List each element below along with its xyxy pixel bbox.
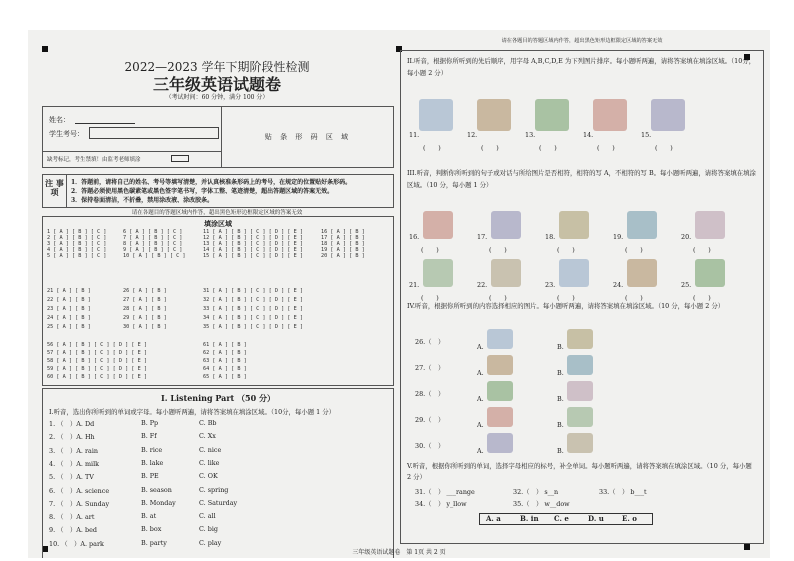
bubble-row[interactable]: 28 [ A ] [ B ]: [123, 306, 167, 312]
bubble-row[interactable]: 33 [ A ] [ B ] [ C ] [ D ] [ E ]: [203, 306, 303, 312]
notes-box: [42, 174, 394, 208]
option-c: C. OK: [199, 472, 218, 481]
bubble-row[interactable]: 34 [ A ] [ B ] [ C ] [ D ] [ E ]: [203, 315, 303, 321]
page-footer: 三年级英语试题卷 第 1页 共 2 页: [352, 549, 446, 556]
bubble-group[interactable]: [47, 229, 106, 259]
note-item: 2．答题必须使用黑色碳素笔或黑色签字笔书写，字体工整、笔迹清楚，超出答题区域的答案无效。: [71, 188, 334, 195]
answer-paren[interactable]: ( ): [597, 144, 615, 152]
bubble-group[interactable]: [123, 287, 167, 332]
option-b: B. season: [141, 485, 172, 494]
option-letter: A. a: [486, 514, 501, 523]
bubble-row[interactable]: 24 [ A ] [ B ]: [47, 315, 91, 321]
bubble-row[interactable]: 29 [ A ] [ B ]: [123, 315, 167, 321]
option-b-label: B.: [557, 421, 564, 429]
bubble-row[interactable]: 27 [ A ] [ B ]: [123, 297, 167, 303]
option-letter: C. e: [554, 514, 569, 523]
picture-number: 25.: [681, 281, 692, 289]
bubble-row[interactable]: 22 [ A ] [ B ]: [47, 297, 91, 303]
answer-paren[interactable]: ( ): [489, 246, 507, 254]
option-b: B. Monday: [141, 498, 176, 507]
bubble-row[interactable]: 19 [ A ] [ B ]: [321, 247, 365, 253]
name-label: 姓名：: [49, 116, 70, 124]
bubble-group[interactable]: [203, 287, 303, 332]
divider: [43, 151, 221, 152]
option-b-picture: [567, 407, 593, 427]
picture-14: [593, 99, 627, 131]
student-id-field[interactable]: [89, 127, 219, 139]
picture-number: 17.: [477, 233, 488, 241]
option-b-label: B.: [557, 369, 564, 377]
option-b: B. at: [141, 512, 157, 521]
listening-title: I. Listening Part （50 分）: [161, 393, 275, 403]
bubble-row[interactable]: 26 [ A ] [ B ]: [123, 288, 167, 294]
option-c: C. spring: [199, 485, 229, 494]
absent-note: 缺考标记，考生禁填！由监考老师填涂: [47, 157, 141, 163]
option-c: C. Xx: [199, 432, 216, 441]
picture-number: 13.: [525, 131, 536, 139]
question-item: 2. （ ）A. Hh: [49, 433, 95, 442]
bubble-row[interactable]: 5 [ A ] [ B ] [ C ]: [47, 253, 107, 259]
right-note: 请在各题目的答题区域内作答，超出黑色矩形边框限定区域的答案无效: [501, 38, 663, 44]
left-column: [38, 50, 396, 548]
bubble-row[interactable]: 8 [ A ] [ B ] [ C ]: [123, 241, 183, 247]
answer-area-note: 请在各题目的答题区域内作答，超出黑色矩形边框限定区域的答案无效: [131, 210, 303, 216]
bubble-group[interactable]: [47, 341, 147, 381]
picture-number: 21.: [409, 281, 420, 289]
picture-number: 24.: [613, 281, 624, 289]
picture-12: [477, 99, 511, 131]
exam-year-title: 2022—2023 学年下期阶段性检测: [124, 60, 310, 74]
bubble-row[interactable]: 7 [ A ] [ B ] [ C ]: [123, 235, 183, 241]
question-item[interactable]: 33.（ ） b___t: [599, 488, 647, 496]
option-b-label: B.: [557, 395, 564, 403]
question-item: 3. （ ）A. rain: [49, 446, 99, 455]
bubble-row[interactable]: 65 [ A ] [ B ]: [203, 374, 247, 380]
answer-paren[interactable]: ( ): [481, 144, 499, 152]
option-b-picture: [567, 381, 593, 401]
exam-info: （考试时间：60 分钟，满分 100 分）: [165, 94, 269, 101]
bubble-row[interactable]: 23 [ A ] [ B ]: [47, 306, 91, 312]
name-field[interactable]: [75, 123, 135, 124]
picture-16: [423, 211, 453, 239]
option-b: B. PE: [141, 472, 159, 481]
question-item[interactable]: 28.（ ）: [415, 390, 445, 398]
bubble-row[interactable]: 1 [ A ] [ B ] [ C ]: [47, 229, 107, 235]
option-c: C. Bb: [199, 419, 217, 427]
option-b-label: B.: [557, 447, 564, 455]
answer-paren[interactable]: ( ): [557, 246, 575, 254]
answer-paren[interactable]: ( ): [693, 246, 711, 254]
picture-number: 18.: [545, 233, 556, 241]
question-item: 1. （ ）A. Dd: [49, 420, 95, 428]
question-item: 5. （ ）A. TV: [49, 473, 94, 482]
picture-24: [627, 259, 657, 287]
option-c: C. big: [199, 525, 218, 534]
picture-number: 14.: [583, 131, 594, 139]
option-a-picture: [487, 355, 513, 375]
picture-20: [695, 211, 725, 239]
absent-checkbox[interactable]: [171, 155, 189, 162]
bubble-row[interactable]: 31 [ A ] [ B ] [ C ] [ D ] [ E ]: [203, 288, 303, 294]
answer-paren[interactable]: ( ): [421, 294, 439, 302]
bubble-group[interactable]: [123, 229, 185, 259]
bubble-row[interactable]: 56 [ A ] [ B ] [ C ] [ D ] [ E ]: [47, 342, 147, 348]
option-a-picture: [487, 407, 513, 427]
part3-instructions: III.听音，判断你所听到的句子或对话与所给图片是否相符，相符的写 A，不相符的写 B。每小题听两遍，请将答案填在填涂区域。（10 分，每小题 1 分）: [407, 169, 756, 189]
bubble-row[interactable]: 15 [ A ] [ B ] [ C ] [ D ] [ E ]: [203, 253, 303, 259]
answer-paren[interactable]: ( ): [557, 294, 575, 302]
bubble-row[interactable]: 61 [ A ] [ B ]: [203, 342, 247, 348]
option-b: B. Pp: [141, 419, 159, 427]
picture-number: 11.: [409, 131, 420, 139]
option-b-picture: [567, 329, 593, 349]
bubble-row[interactable]: 11 [ A ] [ B ] [ C ] [ D ] [ E ]: [203, 229, 303, 235]
bubble-row[interactable]: 32 [ A ] [ B ] [ C ] [ D ] [ E ]: [203, 297, 303, 303]
picture-23: [559, 259, 589, 287]
bubble-row[interactable]: 9 [ A ] [ B ] [ C ]: [123, 247, 183, 253]
option-b-picture: [567, 433, 593, 453]
question-item[interactable]: 26.（ ）: [415, 338, 445, 346]
bubble-row[interactable]: 64 [ A ] [ B ]: [203, 366, 247, 372]
answer-paren[interactable]: ( ): [625, 294, 643, 302]
bubble-row[interactable]: 62 [ A ] [ B ]: [203, 350, 247, 356]
option-b: B. lake: [141, 458, 164, 467]
question-item: 8. （ ）A. art: [49, 513, 95, 522]
answer-paren[interactable]: ( ): [421, 246, 439, 254]
question-item[interactable]: 30.（ ）: [415, 442, 445, 450]
bubble-row[interactable]: 10 [ A ] [ B ] [ C ]: [123, 253, 186, 259]
student-info-box: [42, 106, 394, 168]
picture-number: 20.: [681, 233, 692, 241]
answer-paren[interactable]: ( ): [693, 294, 711, 302]
student-id-label: 学生考号：: [49, 130, 84, 138]
option-b-picture: [567, 355, 593, 375]
exam-main-title: 三年级英语试题卷: [152, 75, 281, 94]
bubble-row[interactable]: 14 [ A ] [ B ] [ C ] [ D ] [ E ]: [203, 247, 303, 253]
picture-13: [535, 99, 569, 131]
bubble-row[interactable]: 4 [ A ] [ B ] [ C ]: [47, 247, 107, 253]
part5-instructions: V.听音，根据你所听到的单词，选择字母相应的标号，补全单词。每小题听两遍，请将答案填在填涂区域。（10 分，每小题 2 分）: [407, 462, 752, 481]
bubble-group[interactable]: [321, 229, 365, 259]
bubble-row[interactable]: 58 [ A ] [ B ] [ C ] [ D ] [ E ]: [47, 358, 147, 364]
picture-number: 16.: [409, 233, 420, 241]
part2-instructions: II.听音，根据你所听到的先后顺序，用字母 A,B,C,D,E 为下列图片排序。每小题听两遍，请将答案填在填涂区域。（10分，每小题 2 分）: [407, 57, 756, 77]
answer-paren[interactable]: ( ): [423, 144, 441, 152]
bubble-row[interactable]: 59 [ A ] [ B ] [ C ] [ D ] [ E ]: [47, 366, 147, 372]
bubble-row[interactable]: 3 [ A ] [ B ] [ C ]: [47, 241, 107, 247]
bubble-row[interactable]: 12 [ A ] [ B ] [ C ] [ D ] [ E ]: [203, 235, 303, 241]
option-a-picture: [487, 381, 513, 401]
right-column: [400, 38, 764, 544]
bubble-row[interactable]: 2 [ A ] [ B ] [ C ]: [47, 235, 107, 241]
picture-22: [491, 259, 521, 287]
picture-17: [491, 211, 521, 239]
picture-number: 19.: [613, 233, 624, 241]
fill-area: [42, 216, 394, 386]
note-item: 1．答题前，请将自己的姓名、考号等填写清楚，并认真核准条形码上的考号，在规定的位置贴好条形码。: [71, 179, 352, 186]
bubble-row[interactable]: 57 [ A ] [ B ] [ C ] [ D ] [ E ]: [47, 350, 147, 356]
answer-paren[interactable]: ( ): [625, 246, 643, 254]
fill-area-title: 填涂区域: [204, 219, 232, 228]
option-a-label: A.: [477, 447, 484, 455]
question-item[interactable]: 32.（ ） s__n: [513, 488, 559, 496]
picture-15: [651, 99, 685, 131]
question-item[interactable]: 27.（ ）: [415, 364, 445, 372]
picture-number: 23.: [545, 281, 556, 289]
notes-label: 注 事 项: [43, 175, 67, 207]
bubble-row[interactable]: 13 [ A ] [ B ] [ C ] [ D ] [ E ]: [203, 241, 303, 247]
option-letter: B. in: [520, 514, 539, 523]
question-item: 10. （ ）A. park: [49, 539, 104, 548]
option-c: C. nice: [199, 445, 222, 454]
bubble-row[interactable]: 17 [ A ] [ B ]: [321, 235, 365, 241]
bubble-group[interactable]: [203, 341, 247, 381]
bubble-row[interactable]: 30 [ A ] [ B ]: [123, 324, 167, 330]
option-b: B. Ff: [141, 432, 157, 441]
picture-11: [419, 99, 453, 131]
option-c: C. Saturday: [199, 498, 238, 507]
listening-part: [42, 388, 394, 558]
picture-number: 15.: [641, 131, 652, 139]
options-box: [479, 513, 653, 525]
answer-paren[interactable]: ( ): [539, 144, 557, 152]
question-item[interactable]: 31.（ ） ___range: [415, 488, 475, 496]
option-letter: D. u: [588, 514, 604, 523]
question-item: 7. （ ）A. Sunday: [49, 499, 110, 508]
option-letter: E. o: [622, 514, 637, 523]
option-a-picture: [487, 433, 513, 453]
option-c: C. all: [199, 512, 216, 521]
bubble-row[interactable]: 35 [ A ] [ B ] [ C ] [ D ] [ E ]: [203, 324, 303, 330]
bubble-row[interactable]: 6 [ A ] [ B ] [ C ]: [123, 229, 183, 235]
bubble-row[interactable]: 60 [ A ] [ B ] [ C ] [ D ] [ E ]: [47, 374, 147, 380]
option-b: B. rice: [141, 445, 163, 454]
picture-18: [559, 211, 589, 239]
question-item[interactable]: 29.（ ）: [415, 416, 445, 424]
question-item[interactable]: 35.（ ） w__dow: [513, 500, 570, 508]
bubble-group[interactable]: [203, 229, 303, 259]
picture-number: 22.: [477, 281, 488, 289]
bubble-row[interactable]: 25 [ A ] [ B ]: [47, 324, 91, 330]
answer-paren[interactable]: ( ): [655, 144, 673, 152]
option-a-label: A.: [477, 421, 484, 429]
option-b: B. box: [141, 525, 162, 534]
bubble-row[interactable]: 16 [ A ] [ B ]: [321, 229, 365, 235]
bubble-row[interactable]: 20 [ A ] [ B ]: [321, 253, 365, 259]
option-a-picture: [487, 329, 513, 349]
answer-paren[interactable]: ( ): [489, 294, 507, 302]
picture-21: [423, 259, 453, 287]
bubble-group[interactable]: [47, 287, 91, 332]
bubble-row[interactable]: 21 [ A ] [ B ]: [47, 288, 91, 294]
note-item: 3．保持卷面清洁，不折叠，禁用涂改液、涂改胶条。: [71, 197, 214, 204]
question-item: 6. （ ）A. science: [49, 486, 110, 495]
option-a-label: A.: [477, 395, 484, 403]
question-item: 4. （ ）A. milk: [49, 459, 99, 468]
option-b-label: B.: [557, 343, 564, 351]
picture-number: 12.: [467, 131, 478, 139]
part1-instructions: I.听音，选出你所听到的单词或字母。每小题听两遍，请将答案填在填涂区域。（10分，每小题 1 分）: [49, 408, 336, 416]
option-c: C. like: [199, 458, 220, 467]
barcode-area: 贴 条 形 码 区 域: [221, 107, 394, 167]
bubble-row[interactable]: 18 [ A ] [ B ]: [321, 241, 365, 247]
picture-25: [695, 259, 725, 287]
question-item[interactable]: 34.（ ） y_llow: [415, 500, 467, 508]
question-item: 9. （ ）A. bed: [49, 526, 97, 535]
bubble-row[interactable]: 63 [ A ] [ B ]: [203, 358, 247, 364]
option-a-label: A.: [477, 343, 484, 351]
option-c: C. play: [199, 538, 222, 547]
part4-instructions: IV.听音，根据你所听到的内容选择相应的图片。每小题听两遍，请将答案填在填涂区域。（10 分，每小题 2 分）: [407, 302, 725, 310]
option-a-label: A.: [477, 369, 484, 377]
picture-19: [627, 211, 657, 239]
option-b: B. party: [141, 538, 167, 547]
exam-sheet: [28, 30, 770, 558]
